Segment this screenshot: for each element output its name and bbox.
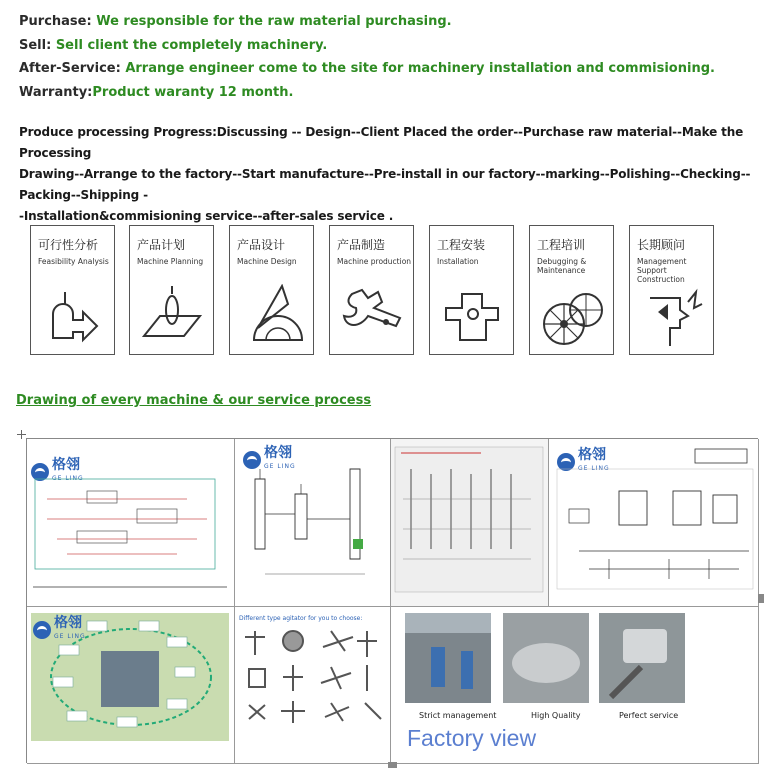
consultant-icon xyxy=(638,284,706,346)
progress-text: Produce processing Progress:Discussing -- Design--Client Placed the order--Purchase raw material--Make the Processing Drawing--Arrange to the factory--Start manufacture--Pre-install in our factory--marking--Polishing--Checking--Packing--Shipping - -Installation&commisioning service--after-sales service . xyxy=(19,125,751,223)
machine-drawings-grid xyxy=(26,438,758,763)
step-planning: 产品计划 Machine Planning xyxy=(129,225,214,355)
drawing-evaporator xyxy=(235,439,391,607)
step-design: 产品设计 Machine Design xyxy=(229,225,314,355)
multi-effect-drawing xyxy=(391,439,549,607)
warranty-line: Warranty:Product waranty 12 month. xyxy=(19,84,294,100)
protractor-icon xyxy=(238,284,306,346)
factory-view-title: Factory view xyxy=(407,725,537,751)
resize-handle-bottom-icon[interactable] xyxy=(388,762,397,771)
resize-handle-right-icon[interactable] xyxy=(758,594,767,603)
evaporator-drawing xyxy=(235,439,391,607)
step-debugging: 工程培训 Debugging & Maintenance xyxy=(529,225,614,355)
drawing-multi-effect xyxy=(391,439,549,607)
after-service-line: After-Service: Arrange engineer come to the site for machinery installation and commisioning. xyxy=(19,61,715,76)
step-feasibility: 可行性分析 Feasibility Analysis xyxy=(30,225,115,355)
brand-logo: 格翎 GE LING xyxy=(557,449,610,475)
brand-logo: 格翎 GE LING xyxy=(31,459,84,485)
logo-icon xyxy=(33,621,51,639)
planning-icon xyxy=(138,284,206,346)
step-production: 产品制造 Machine production xyxy=(329,225,414,355)
factory-view-panel: Strict management High Quality Perfect service Factory view xyxy=(391,607,759,764)
wrench-icon xyxy=(338,284,406,346)
agitator-shapes xyxy=(235,607,391,764)
step-installation: 工程安装 Installation xyxy=(429,225,514,355)
gear-icon xyxy=(538,284,606,346)
brand-logo: 格翎 GE LING xyxy=(243,447,296,473)
brand-logo: 格翎 GE LING xyxy=(33,617,86,643)
agitator-types: Different type agitator for you to choose: xyxy=(235,607,391,764)
purchase-line: Purchase: We responsible for the raw material purchasing. xyxy=(19,14,452,29)
arrow-icon xyxy=(39,284,107,346)
sell-line: Sell: Sell client the completely machinery. xyxy=(19,37,328,53)
move-handle-icon[interactable] xyxy=(17,430,26,439)
drawing-process-line xyxy=(27,439,235,607)
tanks-drawing xyxy=(549,439,759,607)
step-consulting: 长期顾问 Management Support Construction xyxy=(629,225,714,355)
install-icon xyxy=(438,284,506,346)
info-block xyxy=(19,10,715,104)
section-title: Drawing of every machine & our service process xyxy=(16,393,372,408)
process-line-drawing xyxy=(27,439,235,607)
drawing-tanks xyxy=(549,439,759,607)
service-process-diagram xyxy=(27,607,235,764)
